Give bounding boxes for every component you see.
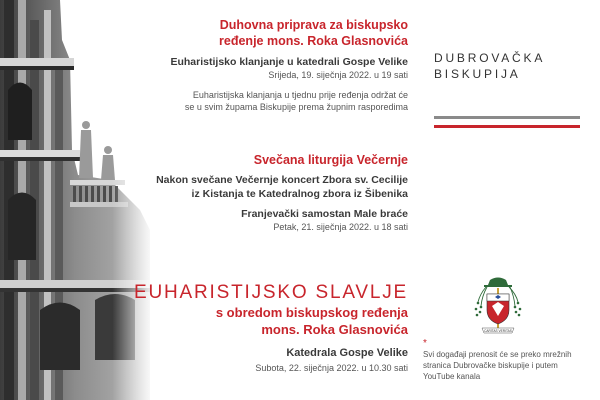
event1-datetime: Srijeda, 19. siječnja 2022. u 19 sati [268,70,408,80]
event3-title: EUHARISTIJSKO SLAVLJE [134,282,408,303]
footnote-asterisk: * [423,338,427,349]
event1-block [138,17,408,113]
crest-motto: CARITAS VERITAS [484,328,512,333]
footnote-line3: YouTube kanala [423,372,481,381]
event1-title-line2: ređenje mons. Roka Glasnovića [219,34,408,48]
diocese-name-line2: BISKUPIJA [434,67,521,81]
gray-rule [434,116,580,119]
event3-place: Katedrala Gospe Velike [286,347,408,359]
event2-place: Franjevački samostan Male braće [241,208,408,220]
event3-subtitle-line2: mons. Roka Glasnovića [261,322,408,337]
event3-block [128,282,408,374]
event2-datetime: Petak, 21. siječnja 2022. u 18 sati [273,222,408,232]
red-rule [434,125,580,128]
bishop-coat-of-arms [470,276,526,338]
coat-of-arms-icon [470,276,526,338]
livestream-footnote [423,349,588,382]
event2-block [138,152,408,233]
event1-desc-line1: Euharistijska klanjanja u tjednu prije ređenja održat će [192,90,408,100]
event2-title: Svečana liturgija Večernje [253,153,408,167]
footnote-line1: Svi događaji prenosit će se preko mrežnih [423,350,572,359]
event1-desc-line2: se u svim župama Biskupije prema župnim rasporedima [184,102,408,112]
diocese-name-line1: DUBROVAČKA [434,51,546,65]
event1-title-line1: Duhovna priprava za biskupsko [219,18,408,32]
footnote-line2: stranica Dubrovačke biskupije i putem [423,361,558,370]
event3-datetime: Subota, 22. siječnja 2022. u 10.30 sati [255,363,408,373]
event3-subtitle-line1: s obredom biskupskog ređenja [215,305,408,320]
event2-desc-line1: Nakon svečane Večernje koncert Zbora sv. Cecilije [156,174,408,186]
event2-desc-line2: iz Kistanja te Katedralnog zbora iz Šibenika [191,188,408,200]
event1-place: Euharistijsko klanjanje u katedrali Gospe Velike [170,56,408,68]
